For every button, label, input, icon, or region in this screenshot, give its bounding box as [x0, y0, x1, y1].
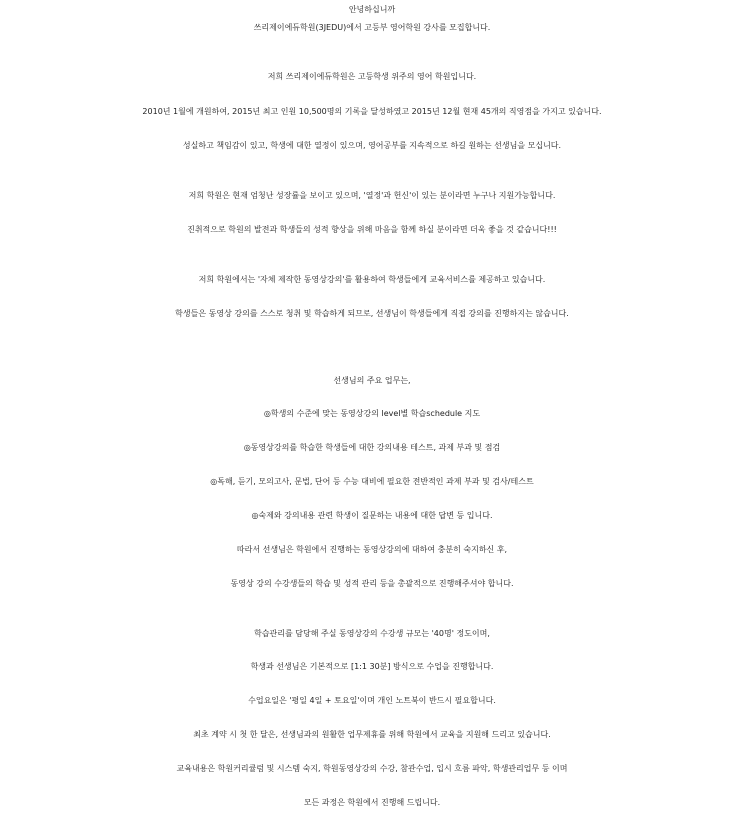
growth-line: 저희 학원은 현재 엄청난 성장률을 보이고 있으며, '열정'과 헌신'이 있는 분이라면 누구나 지원가능합니다.	[188, 191, 556, 200]
duty-item: ◎숙제와 강의내용 관련 학생이 질문하는 내용에 대한 답변 등 입니다.	[251, 511, 493, 520]
schedule-line: 수업요일은 '평일 4일 + 토요일'이며 개인 노트북이 반드시 필요합니다.	[248, 696, 496, 705]
recruitment-headline: 쓰리제이에듀학원(3JEDU)에서 고등부 영어학원 강사를 모집합니다.	[253, 23, 491, 32]
duties-followup-line: 따라서 선생님은 학원에서 진행하는 동영상강의에 대하여 충분히 숙지하신 후,	[236, 545, 508, 554]
academy-intro-line: 저희 쓰리제이에듀학원은 고등학생 위주의 영어 학원입니다.	[267, 72, 477, 81]
training-content-line: 교육내용은 학원커리큘럼 및 시스템 숙지, 학원동영상강의 수강, 참관수업, 입시 흐름 파악, 학생관리업무 등 이며	[176, 764, 568, 773]
duty-item: ◎학생의 수준에 맞는 동영상강의 level별 학습schedule 지도	[263, 409, 481, 418]
class-format-line: 학생과 선생님은 기본적으로 [1:1 30분] 방식으로 수업을 진행합니다.	[250, 662, 494, 671]
duties-summary-line: 동영상 강의 수강생들의 학습 및 성적 관리 등을 총괄적으로 진행해주셔야 합니다.	[230, 579, 514, 588]
training-line: 최초 계약 시 첫 한 달은, 선생님과의 원활한 업무제휴를 위해 학원에서 교육을 지원해 드리고 있습니다.	[193, 730, 551, 739]
class-size-line: 학습관리를 담당해 주실 동영상강의 수강생 규모는 '40명' 정도이며,	[254, 629, 490, 638]
video-lecture-line: 저희 학원에서는 '자체 제작한 동영상강의'를 활용하여 학생들에게 교육서비스를 제공하고 있습니다.	[198, 275, 546, 284]
teacher-requirements-line: 성실하고 책임감이 있고, 학생에 대한 열정이 있으며, 영어공부를 지속적으로 하길 원하는 선생님을 모십니다.	[182, 141, 562, 150]
self-study-line: 학생들은 동영상 강의를 스스로 청취 및 학습하게 되므로, 선생님이 학생들에게 직접 강의를 진행하지는 않습니다.	[175, 309, 569, 318]
duty-item: ◎동영상강의를 학습한 학생들에 대한 강의내용 테스트, 과제 부과 및 점검	[243, 443, 501, 452]
ambition-line: 진취적으로 학원의 발전과 학생들의 성적 향상을 위해 마음을 함께 하실 분이라면 더욱 좋을 것 같습니다!!!	[187, 225, 557, 234]
greeting-line: 안녕하십니까	[348, 5, 396, 14]
academy-history-line: 2010년 1월에 개원하여, 2015년 최고 인원 10,500명의 기록을 달성하였고 2015년 12월 현재 45개의 직영점을 가지고 있습니다.	[142, 107, 602, 116]
closing-line: 모든 과정은 학원에서 진행해 드립니다.	[303, 798, 441, 807]
duty-item: ◎독해, 듣기, 모의고사, 문법, 단어 등 수능 대비에 필요한 전반적인 과제 부과 및 검사/테스트	[210, 477, 534, 486]
duties-heading: 선생님의 주요 업무는,	[333, 376, 411, 385]
